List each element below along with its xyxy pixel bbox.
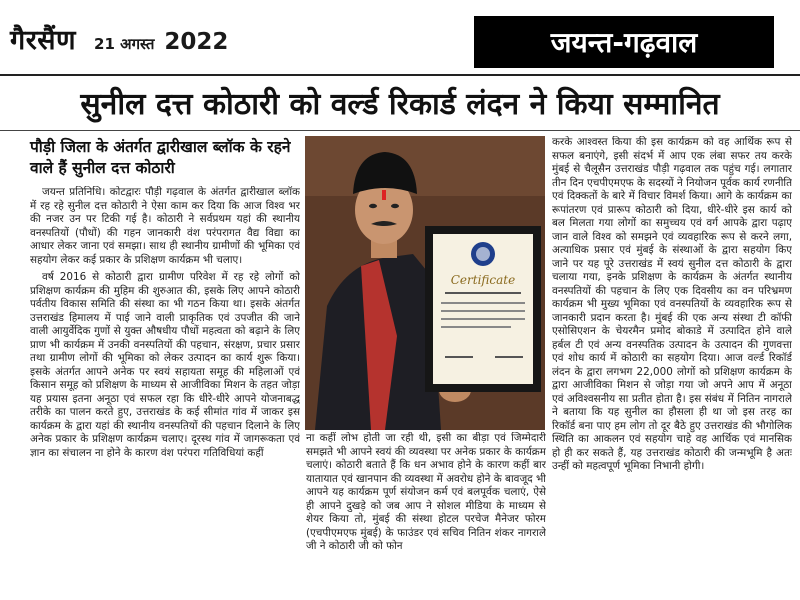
masthead-year: 2022	[164, 29, 229, 55]
photo-illustration	[305, 136, 545, 430]
article-subheading: पौड़ी जिला के अंतर्गत द्वारीखाल ब्लॉक के रहने वाले हैं सुनील दत्त कोठारी	[30, 138, 291, 177]
masthead-place: गैरसैंण	[10, 25, 77, 56]
masthead	[10, 20, 228, 68]
article-column-3	[552, 136, 792, 600]
column-2-paragraph-1: ना कहीं लोभ होती जा रही थी, इसी का बीड़ा एवं जिम्मेदारी समझते भी आपने स्वयं की व्यवस्था पर अनेक प्रकार के कार्यक्रम चलाएं। कोठारी बताते हैं कि धन अभाव होने के कारण कहीं बार यातायात एवं खानपान की व्यवस्था में अवरोध होने के बावजूद भी आपने यह कार्यक्रम पूर्ण संयोजन कर्म एवं बलपूर्वक चलाएं, ऐसे ही आपने दुखड़े को जब आप ने सोशल मीडिया के माध्यम से शेयर किया तो, मुंबई की संस्था होटल परचेज मैनेजर फोरम (एचपीएमएफ मुंबई) के फाउंडर एवं सचिव नितिन शंकर नागराले जी ने कोठारी जी को फोन	[306, 432, 546, 552]
column-1-paragraph-1: जयन्त प्रतिनिधि। कोटद्वारः पौड़ी गढ़वाल के अंतर्गत द्वारीखाल ब्लॉक में रह रहे सुनील दत्त कोठारी ने ऐसा काम कर दिया कि आज विश्व भर की नजर उन पर टिकी गई है। कोठारी ने सर्वप्रथम यहां की स्थानीय वनस्पतियों (पौधों) की गहन जानकारी वंश परंपरागत वैद्य विद्या का आधार लेकर जाना एवं समझा। साथ ही स्थानीय ग्रामीणों की भूमिका एवं सहयोग लेकर कई प्रकार के प्रशिक्षण कार्यक्रम भी चलाए।	[30, 186, 300, 266]
column-3-paragraph-1: करके आश्वस्त किया की इस कार्यक्रम को वह आर्थिक रूप से सफल बनाएंगे, इसी संदर्भ में आप एक लंबा सफर तय करके मुंबई से चैलूसैन उत्तराखंड पौड़ी गढ़वाल तक पहुंच गई। लगातार तीन दिन एचपीएमएफ के सदस्यों ने नियोजन पूर्वक कार्य रणनीति एवं दिक्कतों के बारे में विचार विमर्श किया। आगे के कार्यक्रम का रूपांतरण एवं प्रारूप कोठारी को दिया, धीरे-धीरे इस कार्य को बल मिलता गया लोगों का समुच्चय एवं वर्ग आपके द्वारा पढ़ाए जान वाले विश्व को समझने एवं व्यवहारिक रूप से करने लगा, अत्याधिक प्रसार एवं मुंबई के संस्थाओं के द्वारा सहयोग किए जाने पर यह पूरे उत्तराखंड में स्वयं सुनील दत्त कोठारी के द्वारा चलाया गया, इनके प्रशिक्षण के कार्यक्रम के अंतर्गत स्थानीय वनस्पतियों की पहचान के लिए एक दिवसीय का वन परिभ्रमण कार्यक्रम भी मुख्य भूमिका एवं वनस्पतियों के व्यवहारिक रूप से जानकारी प्रदान करता है। मुंबई की एक अन्य संस्था टी कॉफी एसोसिएशन के चेयरमैन प्रमोद बोकाडे में उत्पादित होने वाले हर्बल टी एवं अन्य वनस्पतिक उत्पादन के उत्पादन की गुणवत्ता एवं शोध कार्य में कोठारी का सहयोग दिया। आज वर्ल्ड रिकॉर्ड लंदन के द्वारा लगभग 22,000 लोगों को प्रशिक्षण कार्यक्रम के द्वारा आजीविका मिशन से जोड़ा गया जो अपने आप में अनूठा एवं अविश्वसनीय सा प्रतीत होता है। इस संबंध में नितिन नागराले ने बताया कि यह सुनील का हौसला ही था जो इस तरह का रिकॉर्ड बना पाए हम लोग तो दूर बैठे हुए उत्तराखंड की भौगोलिक स्थिति का आकलन एवं सहयोग चाहे वह आर्थिक एवं मानसिक हो ही कर सकते हैं, यह उत्तराखंड कोठारी की जन्मभूमि है अतः उन्हीं को महत्वपूर्ण भूमिका निभानी होगी।	[552, 136, 792, 472]
certificate-title: Certificate	[450, 273, 516, 287]
masthead-divider	[0, 74, 800, 76]
newspaper-brand: जयन्त-गढ़वाल	[474, 16, 774, 68]
column-1-paragraph-2: वर्ष 2016 से कोठारी द्वारा ग्रामीण परिवेश में रह रहे लोगों को प्रशिक्षण कार्यक्रम की मुहिम की शुरुआत की, इसके लिए आपने कोठारी पर्वतीय विकास समिति की संस्था का भी गठन किया था। इसके अंतर्गत उत्तराखंड हिमालय में पाई जाने वाली प्राकृतिक एवं उपजीत की जाने वाली आयुर्वेदिक गुणों से युक्त औषधीय पौधों महत्वता को बढ़ाने के लिए प्राण भी कार्यक्रम में उनकी वनस्पतियों की पहचान, संरक्षण, प्रचार प्रसार तथा ग्रामीण लोगों की भूमिका को लेकर उत्पादन का कार्य शुरू किया। इसके अंतर्गत आपने अनेक पर स्वयं सहायता समूह की महिलाओं एवं किसान समूह को प्रशिक्षण के माध्यम से आजीविका मिशन के तहत जोड़ा यह प्रयास इतना अनूठा एवं सफल रहा कि धीरे-धीरे आपने योजनाबद्ध तरीके का पालन करते हुए, उत्तराखंड के कई सीमांत गांव में जाकर इस कार्यक्रम के द्वारा यहां की स्थानीय वनस्पतियों की पहचान दिलाने के लिए अनेक प्रकार के प्रशिक्षण कार्यक्रम चलाए। दूरस्थ गांव में जागरूकता एवं ज्ञान का संचालन ना होने के कारण वंश परंपरा गतिविधियां कहीं	[30, 271, 300, 459]
article-headline: सुनील दत्त कोठारी को वर्ल्ड रिकार्ड लंदन ने किया सम्मानित	[80, 87, 720, 122]
masthead-date: 21 अगस्त	[94, 35, 155, 53]
headline-divider	[0, 130, 800, 131]
article-column-2	[306, 432, 546, 600]
article-column-1	[30, 186, 300, 600]
article-photo	[305, 136, 545, 430]
